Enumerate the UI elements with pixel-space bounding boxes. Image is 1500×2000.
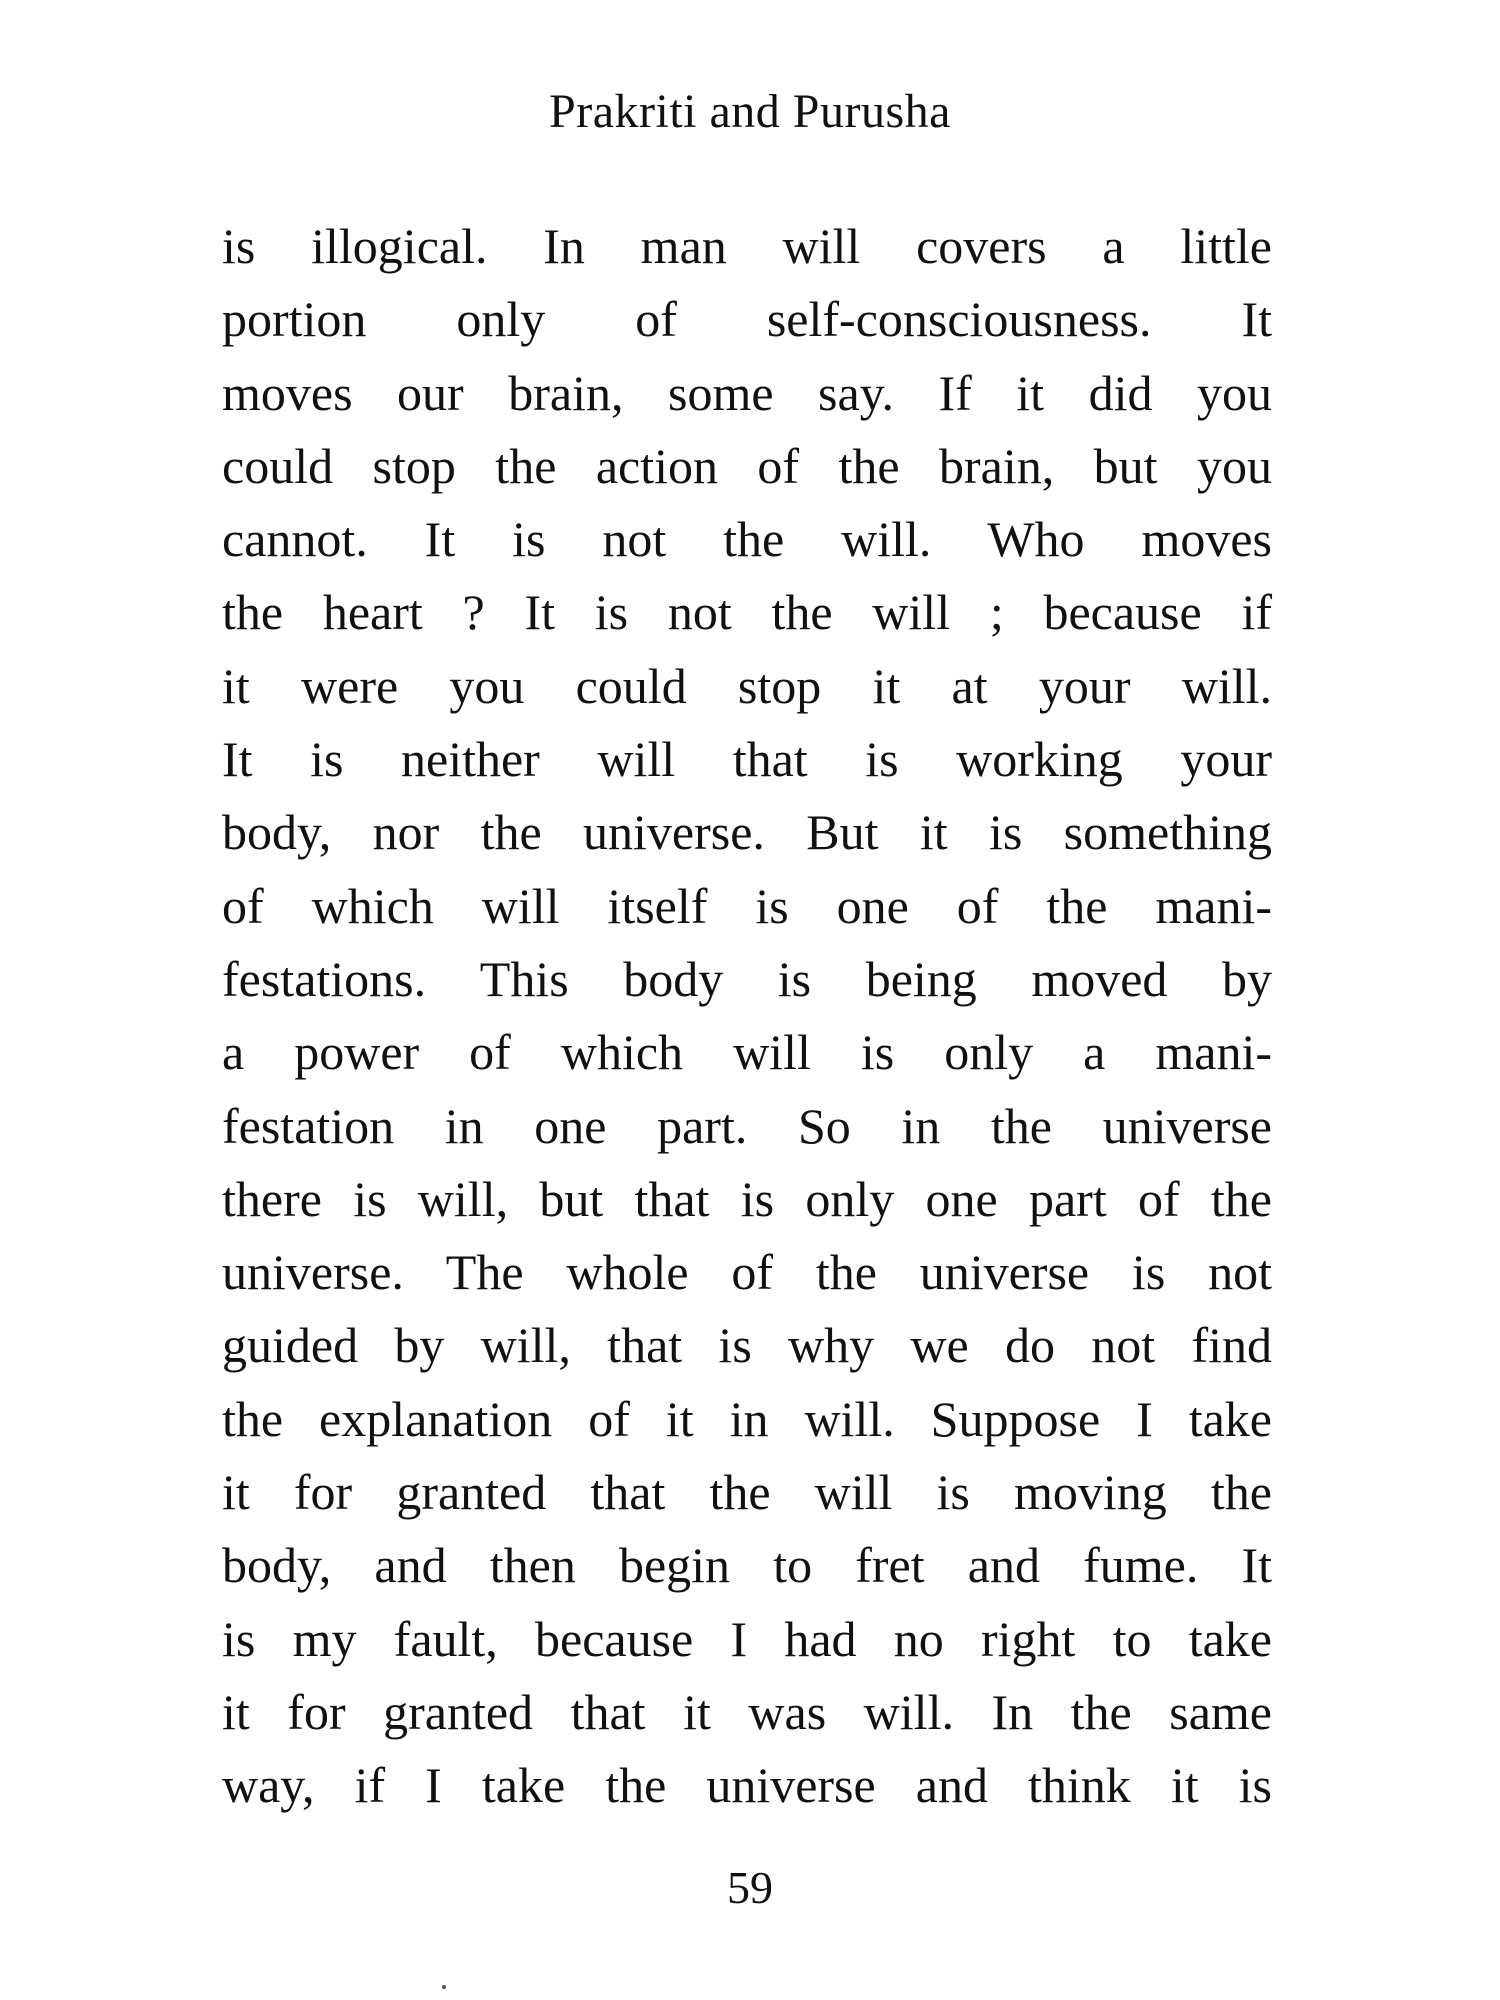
text-line: there is will, but that is only one part of the xyxy=(222,1170,1272,1227)
text-line: of which will itself is one of the mani- xyxy=(222,877,1272,934)
text-line: a power of which will is only a mani- xyxy=(222,1024,1272,1081)
text-line: could stop the action of the brain, but you xyxy=(222,437,1272,494)
text-line: universe. The whole of the universe is not xyxy=(222,1244,1272,1301)
text-line: body, and then begin to fret and fume. It xyxy=(222,1537,1272,1594)
text-line: It is neither will that is working your xyxy=(222,731,1272,788)
text-line: the heart ? It is not the will ; because if xyxy=(222,584,1272,641)
text-line: is illogical. In man will covers a little xyxy=(222,218,1272,274)
text-line: it for granted that the will is moving the xyxy=(222,1464,1272,1521)
print-speck xyxy=(442,1985,446,1989)
text-line: festations. This body is being moved by xyxy=(222,950,1272,1007)
text-line: it were you could stop it at your will. xyxy=(222,657,1272,714)
page-number: 59 xyxy=(727,1862,773,1913)
text-line: moves our brain, some say. If it did you xyxy=(222,364,1272,421)
text-line: is my fault, because I had no right to take xyxy=(222,1610,1272,1667)
text-line: festation in one part. So in the universe xyxy=(222,1097,1272,1154)
text-line: guided by will, that is why we do not find xyxy=(222,1317,1272,1374)
text-line: body, nor the universe. But it is something xyxy=(222,804,1272,861)
text-line: way, if I take the universe and think it is xyxy=(222,1757,1272,1814)
text-line: the explanation of it in will. Suppose I take xyxy=(222,1390,1272,1447)
body-text xyxy=(222,210,1272,1823)
text-line: cannot. It is not the will. Who moves xyxy=(222,511,1272,568)
text-line: portion only of self-consciousness. It xyxy=(222,291,1272,348)
running-head: Prakriti and Purusha xyxy=(549,85,951,138)
text-line: it for granted that it was will. In the same xyxy=(222,1683,1272,1740)
